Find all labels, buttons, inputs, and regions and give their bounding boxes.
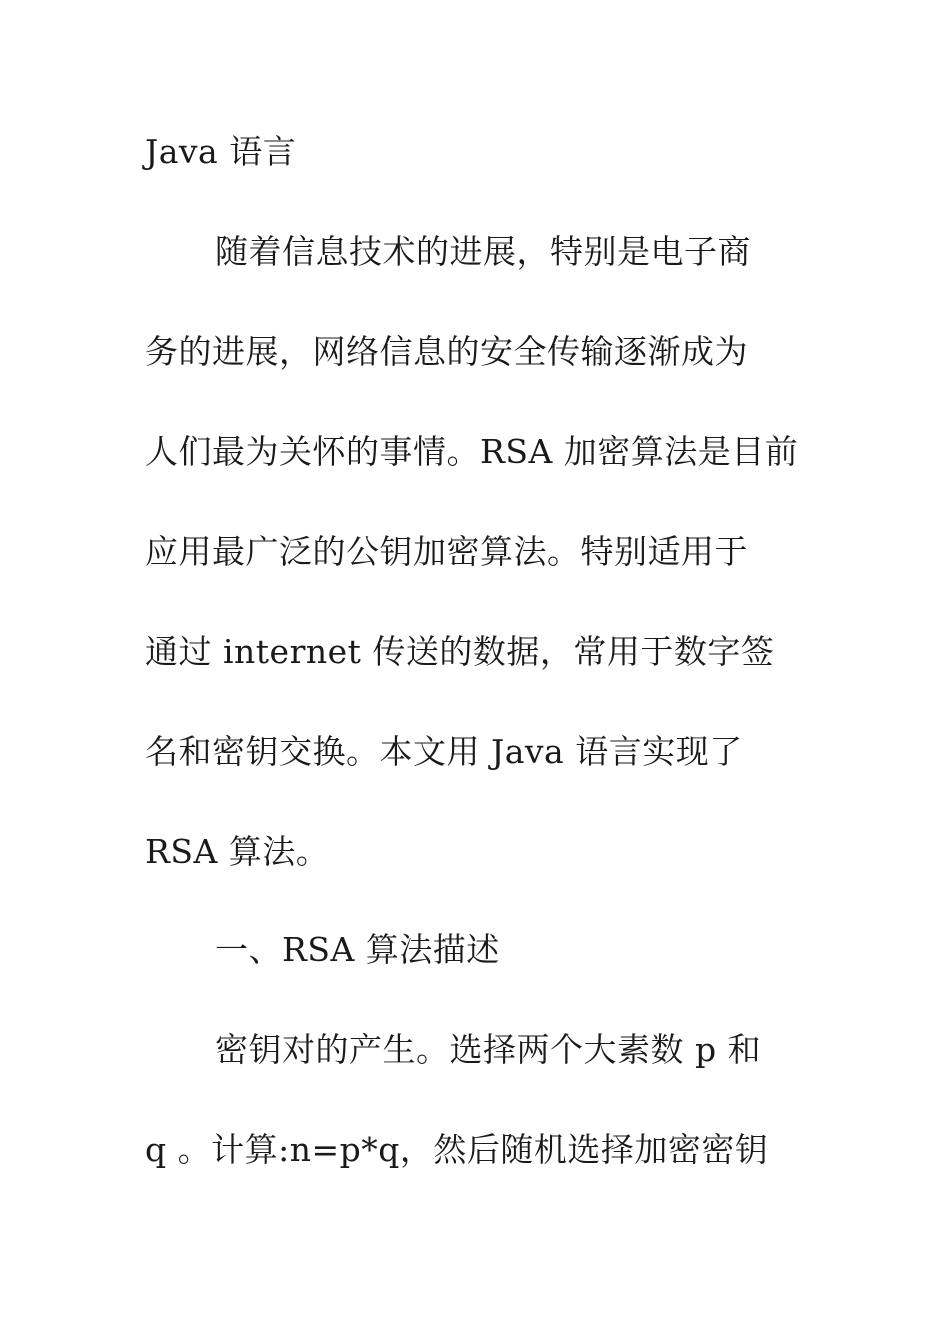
text-line-title: Java 语言: [145, 132, 297, 171]
text-line: 密钥对的产生。选择两个大素数 p 和: [215, 1030, 762, 1069]
section-heading: 一、RSA 算法描述: [215, 930, 500, 969]
text-line: 应用最广泛的公钥加密算法。特别适用于: [145, 532, 748, 571]
text-line: 通过 internet 传送的数据，常用于数字签: [145, 632, 775, 671]
text-line: RSA 算法。: [145, 832, 330, 871]
text-line: 人们最为关怀的事情。RSA 加密算法是目前: [145, 432, 799, 471]
text-line: 务的进展，网络信息的安全传输逐渐成为: [145, 332, 748, 371]
text-line: 随着信息技术的进展，特别是电子商: [215, 232, 751, 271]
text-line: q 。计算:n=p*q，然后随机选择加密密钥: [145, 1130, 769, 1169]
text-line: 名和密钥交换。本文用 Java 语言实现了: [145, 732, 743, 771]
